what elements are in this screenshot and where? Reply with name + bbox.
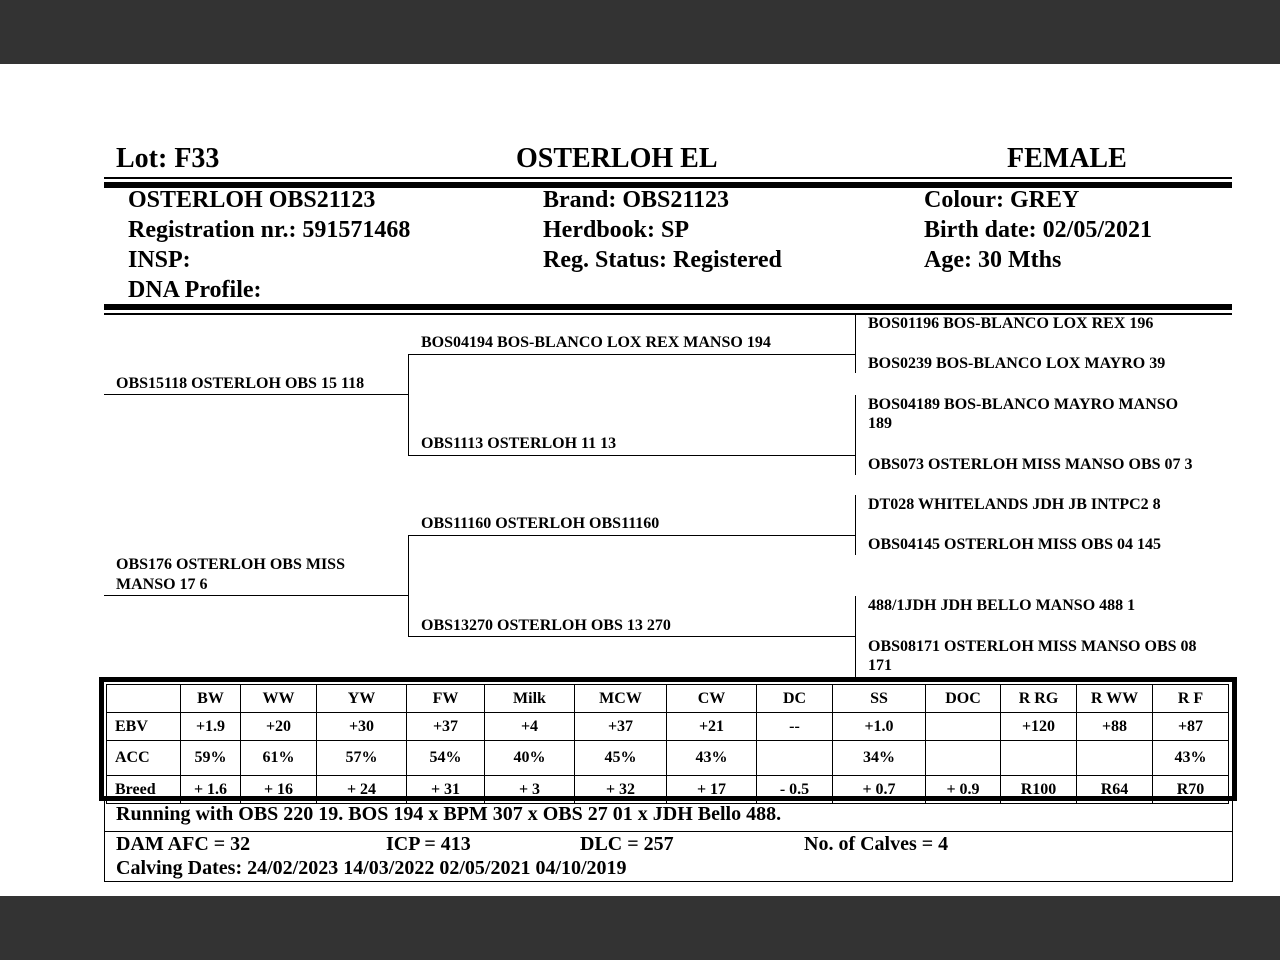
dlc-value: DLC = 257: [580, 833, 674, 855]
table-cell: 40%: [485, 741, 575, 776]
table-cell: +120: [1001, 713, 1077, 741]
pedigree-g3-5: DT028 WHITELANDS JDH JB INTPC2 8: [868, 496, 1161, 513]
pedigree-dam-sire: OBS11160 OSTERLOH OBS11160: [421, 515, 660, 532]
lot-number: Lot: F33: [116, 143, 220, 174]
sire-bracket: [408, 354, 409, 456]
header-cell: Milk: [485, 685, 575, 713]
table-cell: [1077, 741, 1153, 776]
header-cell: DOC: [926, 685, 1001, 713]
pedigree-dam-dam: OBS13270 OSTERLOH OBS 13 270: [421, 617, 671, 634]
pedigree-sire-sire: BOS04194 BOS-BLANCO LOX REX MANSO 194: [421, 334, 771, 351]
table-cell: + 3: [485, 776, 575, 804]
brand-field: Brand: OBS21123: [543, 187, 730, 213]
table-cell: --: [757, 713, 833, 741]
dam-line: [104, 595, 409, 596]
herdbook-field: Herdbook: SP: [543, 217, 690, 243]
ebv-header-row: [107, 685, 1229, 713]
icp-value: ICP = 413: [386, 833, 471, 855]
ds-bracket: [855, 495, 856, 555]
table-cell: +1.9: [181, 713, 241, 741]
header-cell: R F: [1153, 685, 1229, 713]
pedigree-g3-3: BOS04189 BOS-BLANCO MAYRO MANSO: [868, 396, 1179, 413]
pedigree-g3-6: OBS04145 OSTERLOH MISS OBS 04 145: [868, 536, 1161, 553]
row-label: Breed: [107, 776, 181, 804]
table-cell: - 0.5: [757, 776, 833, 804]
running-with-text: Running with OBS 220 19. BOS 194 x BPM 307 x OBS 27 01 x JDH Bello 488.: [116, 803, 782, 825]
table-cell: + 1.6: [181, 776, 241, 804]
header-cell: BW: [181, 685, 241, 713]
table-cell: +87: [1153, 713, 1229, 741]
table-cell: R70: [1153, 776, 1229, 804]
table-cell: 43%: [1153, 741, 1229, 776]
table-cell: + 31: [407, 776, 485, 804]
table-cell: 61%: [241, 741, 317, 776]
table-cell: +1.0: [833, 713, 926, 741]
table-cell: + 32: [575, 776, 667, 804]
table-cell: +4: [485, 713, 575, 741]
table-cell: 45%: [575, 741, 667, 776]
header-cell: FW: [407, 685, 485, 713]
sd-bracket: [855, 395, 856, 475]
ds-line: [408, 535, 856, 536]
table-cell: 43%: [667, 741, 757, 776]
pedigree-g3-8b: 171: [868, 657, 892, 674]
table-cell: + 0.7: [833, 776, 926, 804]
bottom-dark-bar: [0, 896, 1280, 960]
table-cell: + 16: [241, 776, 317, 804]
pedigree-g3-8: OBS08171 OSTERLOH MISS MANSO OBS 08: [868, 638, 1197, 655]
table-cell: R64: [1077, 776, 1153, 804]
reg-status-field: Reg. Status: Registered: [543, 247, 782, 273]
header-cell: SS: [833, 685, 926, 713]
table-cell: [757, 741, 833, 776]
pedigree-sire: OBS15118 OSTERLOH OBS 15 118: [116, 375, 365, 392]
pedigree-g3-4: OBS073 OSTERLOH MISS MANSO OBS 07 3: [868, 456, 1193, 473]
table-cell: +20: [241, 713, 317, 741]
sire-line: [104, 394, 409, 395]
animal-title: OSTERLOH EL: [516, 143, 718, 174]
table-cell: 57%: [317, 741, 407, 776]
table-cell: 54%: [407, 741, 485, 776]
table-cell: 34%: [833, 741, 926, 776]
info-rule-thick: [104, 304, 1232, 310]
table-cell: +21: [667, 713, 757, 741]
dna-profile-field: DNA Profile:: [128, 277, 262, 303]
table-cell: +30: [317, 713, 407, 741]
dam-afc: DAM AFC = 32: [116, 833, 251, 855]
table-cell: R100: [1001, 776, 1077, 804]
ebv-table: [106, 684, 1229, 804]
insp-field: INSP:: [128, 247, 191, 273]
pedigree-sire-dam: OBS1113 OSTERLOH 11 13: [421, 435, 617, 452]
table-cell: [926, 713, 1001, 741]
acc-row: [107, 741, 1229, 776]
ss-line: [408, 354, 856, 355]
header-cell: MCW: [575, 685, 667, 713]
pedigree-dam-line1: OBS176 OSTERLOH OBS MISS: [116, 556, 345, 573]
calves-count: No. of Calves = 4: [804, 833, 949, 855]
table-cell: [1001, 741, 1077, 776]
pedigree-g3-1: BOS01196 BOS-BLANCO LOX REX 196: [868, 315, 1154, 332]
table-cell: + 17: [667, 776, 757, 804]
dd-line: [408, 636, 856, 637]
colour-field: Colour: GREY: [924, 187, 1080, 213]
registration-number: Registration nr.: 591571468: [128, 217, 411, 243]
table-cell: 59%: [181, 741, 241, 776]
header-cell: YW: [317, 685, 407, 713]
dam-bracket: [408, 535, 409, 637]
ebv-row: [107, 713, 1229, 741]
birth-date-field: Birth date: 02/05/2021: [924, 217, 1152, 243]
age-field: Age: 30 Mths: [924, 247, 1062, 273]
header-rule-thin: [104, 177, 1232, 179]
table-cell: +37: [575, 713, 667, 741]
header-cell: [107, 685, 181, 713]
header-cell: DC: [757, 685, 833, 713]
pedigree-g3-7: 488/1JDH JDH BELLO MANSO 488 1: [868, 597, 1136, 614]
pedigree-dam-line2: MANSO 17 6: [116, 576, 208, 593]
header-cell: R RG: [1001, 685, 1077, 713]
row-label: EBV: [107, 713, 181, 741]
sd-line: [408, 455, 856, 456]
header-cell: CW: [667, 685, 757, 713]
animal-sex: FEMALE: [1007, 143, 1127, 174]
calving-dates: Calving Dates: 24/02/2023 14/03/2022 02/05/2021 04/10/2019: [116, 857, 627, 879]
pedigree-g3-3b: 189: [868, 415, 892, 432]
table-cell: [926, 741, 1001, 776]
header-cell: WW: [241, 685, 317, 713]
table-cell: + 0.9: [926, 776, 1001, 804]
dd-bracket: [855, 596, 856, 678]
table-cell: +37: [407, 713, 485, 741]
ss-bracket: [855, 315, 856, 373]
table-cell: +88: [1077, 713, 1153, 741]
animal-name: OSTERLOH OBS21123: [128, 187, 376, 213]
table-cell: + 24: [317, 776, 407, 804]
header-cell: R WW: [1077, 685, 1153, 713]
pedigree-g3-2: BOS0239 BOS-BLANCO LOX MAYRO 39: [868, 355, 1166, 372]
row-label: ACC: [107, 741, 181, 776]
top-dark-bar: [0, 0, 1280, 64]
